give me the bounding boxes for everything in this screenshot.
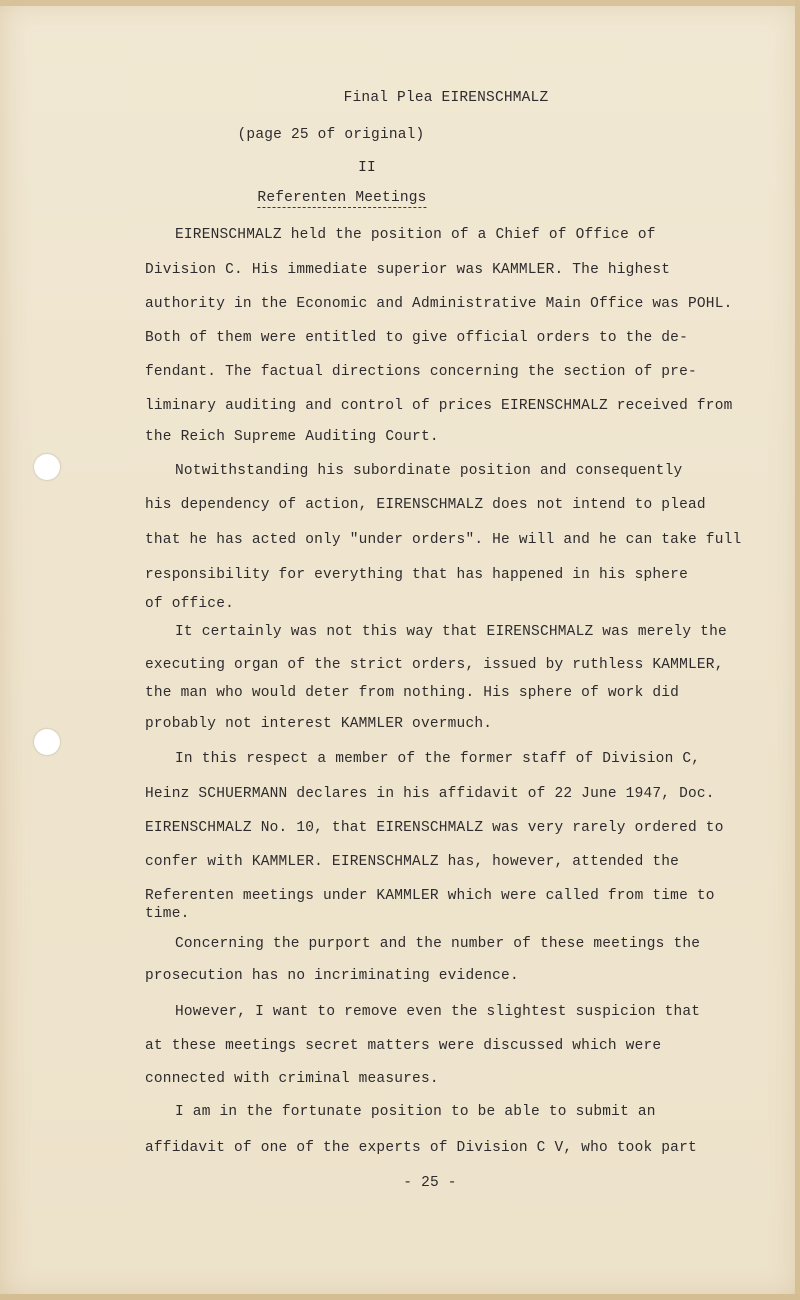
body-line: connected with criminal measures. (145, 1071, 439, 1087)
body-line: that he has acted only "under orders". He will and he can take full (145, 532, 742, 548)
body-line: In this respect a member of the former staff of Division C, (175, 751, 701, 767)
punch-hole-icon (34, 454, 60, 480)
body-line: Notwithstanding his subordinate position and consequently (175, 463, 683, 479)
body-line: Both of them were entitled to give official orders to the de- (145, 330, 688, 346)
body-line: prosecution has no incriminating evidence. (145, 968, 519, 984)
body-line: However, I want to remove even the slightest suspicion that (175, 1004, 701, 1020)
body-line: EIRENSCHMALZ No. 10, that EIRENSCHMALZ was very rarely ordered to (145, 820, 724, 836)
body-line: authority in the Economic and Administrative Main Office was POHL. (145, 296, 733, 312)
body-line: executing organ of the strict orders, issued by ruthless KAMMLER, (145, 657, 724, 673)
body-line: his dependency of action, EIRENSCHMALZ does not intend to plead (145, 497, 706, 513)
body-line: I am in the fortunate position to be able to submit an (175, 1104, 656, 1120)
paper-edge-right (795, 0, 800, 1300)
body-line: the man who would deter from nothing. His sphere of work did (145, 685, 680, 701)
section-numeral: II (358, 160, 376, 176)
body-line: fendant. The factual directions concerning the section of pre- (145, 364, 697, 380)
body-line: It certainly was not this way that EIRENSCHMALZ was merely the (175, 624, 727, 640)
body-line: Referenten meetings under KAMMLER which were called from time to (145, 888, 715, 904)
punch-hole-icon (34, 729, 60, 755)
body-line: EIRENSCHMALZ held the position of a Chief of Office of (175, 227, 656, 243)
body-line: affidavit of one of the experts of Division C V, who took part (145, 1140, 697, 1156)
document-title: Final Plea EIRENSCHMALZ (343, 90, 549, 106)
body-line: confer with KAMMLER. EIRENSCHMALZ has, however, attended the (145, 854, 680, 870)
body-line: Concerning the purport and the number of these meetings the (175, 936, 701, 952)
body-line: Division C. His immediate superior was KAMMLER. The highest (145, 262, 671, 278)
body-line: the Reich Supreme Auditing Court. (145, 429, 439, 445)
paper-edge-bottom (0, 1294, 800, 1300)
page-number: - 25 - (403, 1175, 457, 1191)
section-heading: Referenten Meetings (257, 190, 427, 206)
body-line: liminary auditing and control of prices EIRENSCHMALZ received from (145, 398, 733, 414)
body-line: Heinz SCHUERMANN declares in his affidavit of 22 June 1947, Doc. (145, 786, 715, 802)
paper-edge-top (0, 0, 800, 6)
page-reference: (page 25 of original) (237, 127, 425, 143)
body-line: at these meetings secret matters were discussed which were (145, 1038, 662, 1054)
body-line: responsibility for everything that has happened in his sphere (145, 567, 688, 583)
body-line: of office. (145, 596, 235, 612)
body-line: probably not interest KAMMLER overmuch. (145, 716, 493, 732)
body-line: time. (145, 906, 190, 922)
